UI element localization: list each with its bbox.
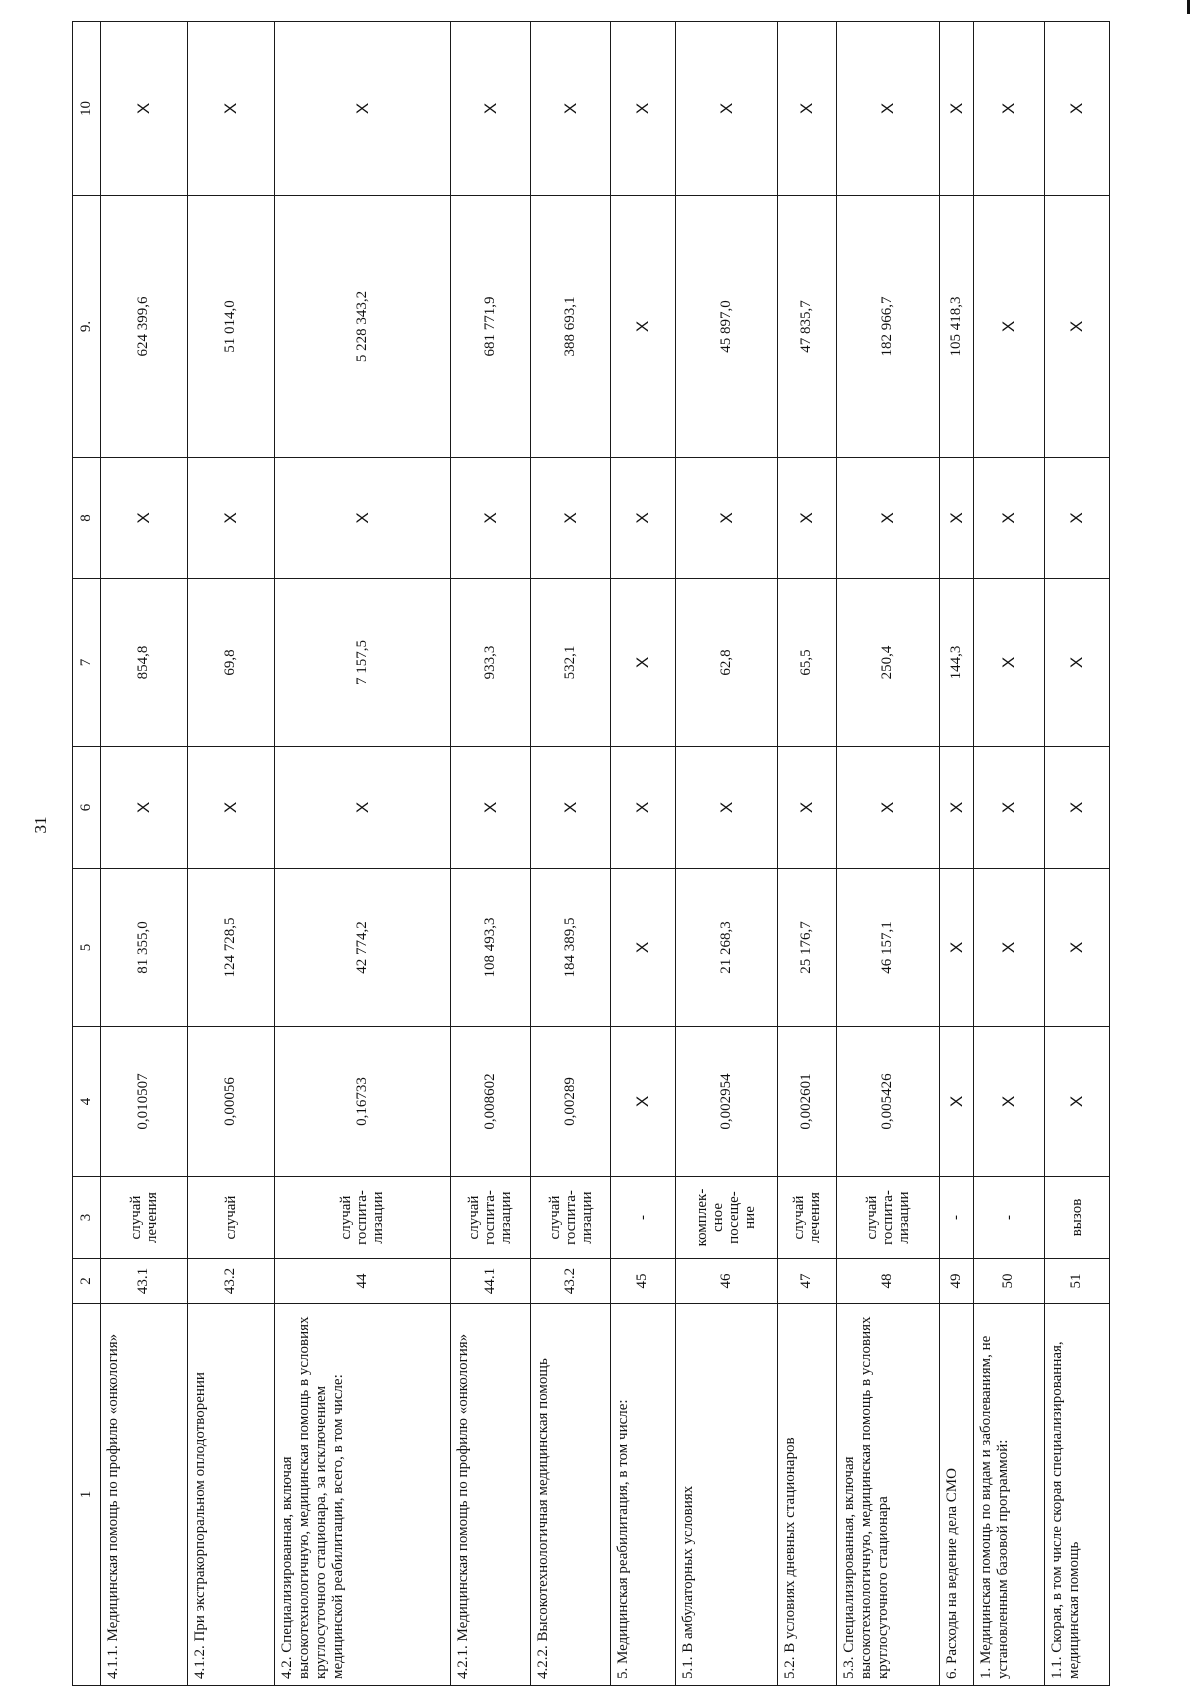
- value-cell: Х: [450, 458, 531, 579]
- rotated-table: [72, 22, 1110, 1686]
- value-cell: Х: [100, 747, 187, 869]
- value-cell: 144,3: [939, 579, 973, 747]
- value-cell: Х: [531, 22, 611, 196]
- value-cell: 532,1: [531, 579, 611, 747]
- value-cell: 624 399,6: [100, 196, 187, 458]
- row-label: 4.2. Специализированная, включая высокотехнологичную, медицинская помощь в условиях круглосуточного стационара, за исключением медицинской реабилитации, всего, в том числе:: [275, 1304, 451, 1686]
- value-cell: 124 728,5: [187, 869, 274, 1027]
- value-cell: 5 228 343,2: [275, 196, 451, 458]
- unit-cell: случай: [187, 1177, 274, 1259]
- value-cell: 43.1: [100, 1259, 187, 1304]
- table-row: [610, 22, 675, 1686]
- value-cell: 105 418,3: [939, 196, 973, 458]
- unit-cell: -: [939, 1177, 973, 1259]
- unit-cell: комплек-сное посеще-ние: [675, 1177, 777, 1259]
- value-cell: Х: [1044, 22, 1109, 196]
- value-cell: Х: [275, 458, 451, 579]
- value-cell: 21 268,3: [675, 869, 777, 1027]
- data-table: [72, 21, 1110, 1686]
- value-cell: Х: [777, 747, 837, 869]
- unit-cell: случай госпита-лизации: [450, 1177, 531, 1259]
- value-cell: 108 493,3: [450, 869, 531, 1027]
- value-cell: Х: [187, 22, 274, 196]
- value-cell: Х: [777, 458, 837, 579]
- value-cell: Х: [939, 22, 973, 196]
- value-cell: 0,002601: [777, 1027, 837, 1177]
- value-cell: Х: [610, 22, 675, 196]
- value-cell: Х: [610, 196, 675, 458]
- unit-cell: случай лечения: [100, 1177, 187, 1259]
- value-cell: 42 774,2: [275, 869, 451, 1027]
- value-cell: 0,00056: [187, 1027, 274, 1177]
- value-cell: Х: [610, 579, 675, 747]
- value-cell: Х: [610, 458, 675, 579]
- table-row: [531, 22, 611, 1686]
- value-cell: 50: [974, 1259, 1045, 1304]
- value-cell: 51 014,0: [187, 196, 274, 458]
- value-cell: 7 157,5: [275, 579, 451, 747]
- value-cell: 81 355,0: [100, 869, 187, 1027]
- value-cell: 69,8: [187, 579, 274, 747]
- unit-cell: -: [610, 1177, 675, 1259]
- value-cell: Х: [837, 458, 940, 579]
- value-cell: 43.2: [531, 1259, 611, 1304]
- table-row: [1044, 22, 1109, 1686]
- value-cell: Х: [1044, 196, 1109, 458]
- unit-cell: вызов: [1044, 1177, 1109, 1259]
- row-label: 4.2.2. Высокотехнологичная медицинская помощь: [531, 1304, 611, 1686]
- value-cell: Х: [610, 1027, 675, 1177]
- value-cell: Х: [450, 22, 531, 196]
- value-cell: Х: [1044, 869, 1109, 1027]
- value-cell: Х: [939, 458, 973, 579]
- value-cell: Х: [610, 869, 675, 1027]
- value-cell: 0,008602: [450, 1027, 531, 1177]
- col-header: 9.: [73, 196, 101, 458]
- value-cell: Х: [939, 1027, 973, 1177]
- table-row: [939, 22, 973, 1686]
- value-cell: Х: [1044, 747, 1109, 869]
- value-cell: 44: [275, 1259, 451, 1304]
- value-cell: 51: [1044, 1259, 1109, 1304]
- table-container: [72, 22, 1110, 1686]
- value-cell: Х: [837, 747, 940, 869]
- col-header: 2: [73, 1259, 101, 1304]
- row-label: 5.1. В амбулаторных условиях: [675, 1304, 777, 1686]
- value-cell: 933,3: [450, 579, 531, 747]
- page-number: 31: [31, 816, 50, 834]
- value-cell: Х: [777, 22, 837, 196]
- value-cell: 854,8: [100, 579, 187, 747]
- value-cell: Х: [974, 22, 1045, 196]
- col-header: 10: [73, 22, 101, 196]
- value-cell: 0,00289: [531, 1027, 611, 1177]
- row-label: 5.3. Специализированная, включая высокотехнологичную, медицинская помощь в условиях круглосуточного стационара: [837, 1304, 940, 1686]
- value-cell: 43.2: [187, 1259, 274, 1304]
- value-cell: Х: [939, 747, 973, 869]
- value-cell: 46 157,1: [837, 869, 940, 1027]
- value-cell: 250,4: [837, 579, 940, 747]
- table-row: [187, 22, 274, 1686]
- value-cell: Х: [187, 747, 274, 869]
- col-header: 8: [73, 458, 101, 579]
- value-cell: Х: [275, 22, 451, 196]
- value-cell: Х: [837, 22, 940, 196]
- value-cell: 0,010507: [100, 1027, 187, 1177]
- value-cell: Х: [974, 458, 1045, 579]
- row-label: 4.2.1. Медицинская помощь по профилю «онкология»: [450, 1304, 531, 1686]
- table-row: [675, 22, 777, 1686]
- value-cell: Х: [974, 747, 1045, 869]
- table-row: [275, 22, 451, 1686]
- value-cell: Х: [974, 196, 1045, 458]
- value-cell: 44.1: [450, 1259, 531, 1304]
- corner-mark: [1187, 0, 1190, 14]
- value-cell: 25 176,7: [777, 869, 837, 1027]
- value-cell: Х: [531, 747, 611, 869]
- value-cell: Х: [275, 747, 451, 869]
- col-header: 7: [73, 579, 101, 747]
- value-cell: 65,5: [777, 579, 837, 747]
- value-cell: 182 966,7: [837, 196, 940, 458]
- row-label: 1.1. Скорая, в том числе скорая специализированная, медицинская помощь: [1044, 1304, 1109, 1686]
- col-header: 6: [73, 747, 101, 869]
- value-cell: 0,002954: [675, 1027, 777, 1177]
- table-row: [450, 22, 531, 1686]
- unit-cell: случай лечения: [777, 1177, 837, 1259]
- unit-cell: случай госпита-лизации: [275, 1177, 451, 1259]
- value-cell: Х: [675, 22, 777, 196]
- value-cell: Х: [675, 458, 777, 579]
- value-cell: 48: [837, 1259, 940, 1304]
- col-header: 3: [73, 1177, 101, 1259]
- header-row: [73, 22, 101, 1686]
- table-row: [777, 22, 837, 1686]
- value-cell: 0,005426: [837, 1027, 940, 1177]
- col-header: 1: [73, 1304, 101, 1686]
- row-label: 4.1.1. Медицинская помощь по профилю «онкология»: [100, 1304, 187, 1686]
- value-cell: Х: [187, 458, 274, 579]
- value-cell: Х: [610, 747, 675, 869]
- value-cell: Х: [100, 458, 187, 579]
- value-cell: Х: [531, 458, 611, 579]
- value-cell: Х: [1044, 458, 1109, 579]
- col-header: 5: [73, 869, 101, 1027]
- value-cell: 49: [939, 1259, 973, 1304]
- value-cell: 184 389,5: [531, 869, 611, 1027]
- value-cell: Х: [974, 579, 1045, 747]
- unit-cell: случай госпита-лизации: [531, 1177, 611, 1259]
- row-label: 5.2. В условиях дневных стационаров: [777, 1304, 837, 1686]
- value-cell: Х: [974, 1027, 1045, 1177]
- value-cell: Х: [939, 869, 973, 1027]
- value-cell: 45: [610, 1259, 675, 1304]
- value-cell: 45 897,0: [675, 196, 777, 458]
- unit-cell: -: [974, 1177, 1045, 1259]
- value-cell: 681 771,9: [450, 196, 531, 458]
- unit-cell: случай госпита-лизации: [837, 1177, 940, 1259]
- table-row: [837, 22, 940, 1686]
- value-cell: Х: [675, 747, 777, 869]
- col-header: 4: [73, 1027, 101, 1177]
- table-row: [974, 22, 1045, 1686]
- row-label: 5. Медицинская реабилитация, в том числе:: [610, 1304, 675, 1686]
- value-cell: 0,16733: [275, 1027, 451, 1177]
- value-cell: Х: [974, 869, 1045, 1027]
- value-cell: 47 835,7: [777, 196, 837, 458]
- row-label: 4.1.2. При экстракорпоральном оплодотворении: [187, 1304, 274, 1686]
- value-cell: 62,8: [675, 579, 777, 747]
- value-cell: 46: [675, 1259, 777, 1304]
- row-label: 1. Медицинская помощь по видам и заболеваниям, не установленным базовой программой:: [974, 1304, 1045, 1686]
- value-cell: Х: [100, 22, 187, 196]
- row-label: 6. Расходы на ведение дела СМО: [939, 1304, 973, 1686]
- table-row: [100, 22, 187, 1686]
- value-cell: 47: [777, 1259, 837, 1304]
- value-cell: Х: [1044, 579, 1109, 747]
- value-cell: 388 693,1: [531, 196, 611, 458]
- value-cell: Х: [450, 747, 531, 869]
- value-cell: Х: [1044, 1027, 1109, 1177]
